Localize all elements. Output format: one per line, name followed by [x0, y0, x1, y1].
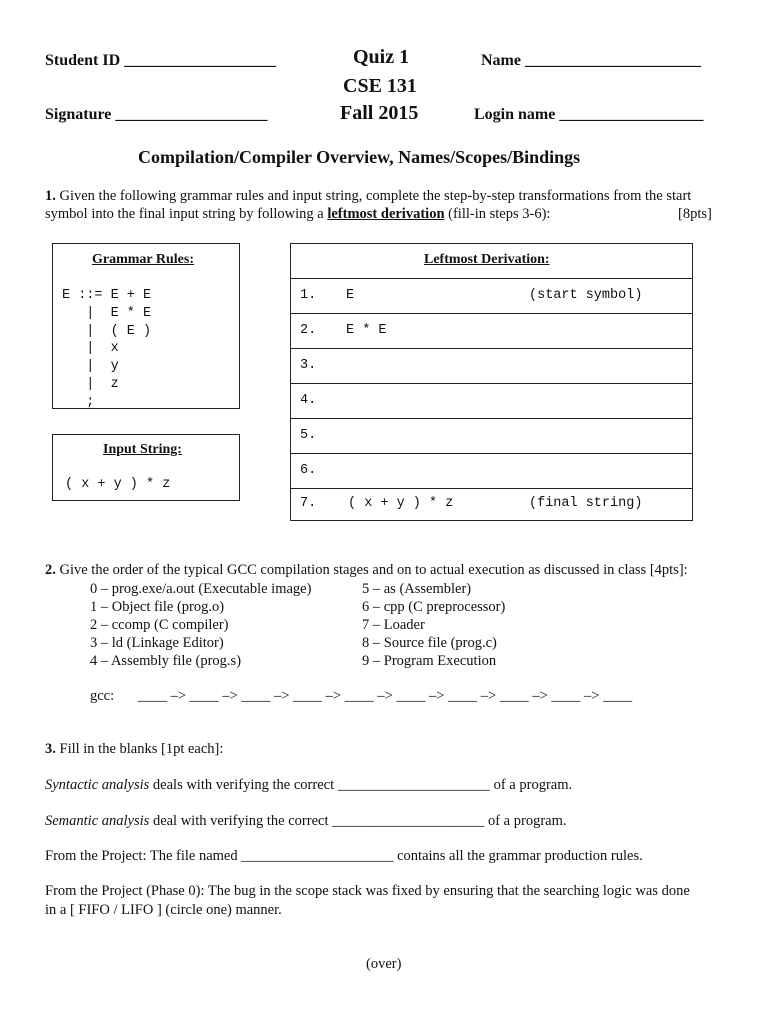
grammar-rule-line: E ::= E + E	[62, 288, 152, 303]
derivation-step-row	[291, 279, 692, 314]
gcc-stage-option: 2 – ccomp (C compiler)	[90, 617, 229, 633]
step-expression: E * E	[346, 323, 387, 338]
grammar-rule-line: | z	[62, 376, 119, 392]
gcc-stage-option: 4 – Assembly file (prog.s)	[90, 653, 242, 669]
q3-heading	[45, 741, 223, 758]
q3-line1-rest: deals with verifying the correct _____________________ of a program.	[149, 777, 573, 793]
q3-scope-stack-line2[interactable]: in a [ FIFO / LIFO ] (circle one) manner.	[45, 902, 282, 918]
gcc-stage-option: 6 – cpp (C preprocessor)	[362, 599, 506, 615]
q1-text-line1	[45, 188, 691, 205]
step-number: 4.	[300, 393, 317, 408]
grammar-title: Grammar Rules:	[92, 252, 194, 267]
q3-number: 3.	[45, 741, 56, 757]
name-field[interactable]: Name ______________________	[481, 52, 701, 69]
q1-points: [8pts]	[678, 206, 712, 222]
gcc-stage-option: 9 – Program Execution	[362, 653, 497, 669]
input-string: ( x + y ) * z	[65, 477, 171, 492]
step-expression: ( x + y ) * z	[348, 496, 454, 511]
derivation-title: Leftmost Derivation:	[424, 252, 550, 267]
q2-text-body: Give the order of the typical GCC compilation stages and on to actual execution as discussed in class [4pts]:	[55, 562, 688, 578]
step-number: 7.	[300, 496, 317, 511]
step-number: 1.	[300, 288, 317, 303]
syntactic-analysis-term: Syntactic analysis	[45, 777, 150, 793]
q1-number: 1.	[45, 188, 56, 204]
q1-text-c: (fill-in steps 3-6):	[444, 206, 551, 222]
gcc-stage-option: 0 – prog.exe/a.out (Executable image)	[90, 581, 312, 597]
gcc-stage-option: 8 – Source file (prog.c)	[362, 635, 497, 651]
derivation-step-row	[291, 314, 692, 349]
derivation-step-row[interactable]	[291, 349, 692, 384]
q3-scope-stack-line1: From the Project (Phase 0): The bug in the scope stack was fixed by ensuring that the searching logic was done	[45, 883, 690, 899]
step-number: 3.	[300, 358, 317, 373]
q1-text-line2	[45, 206, 550, 223]
gcc-order-blanks[interactable]: ____ –> ____ –> ____ –> ____ –> ____ –> ____ –> ____ –> ____ –> ____ –> ____	[138, 688, 633, 704]
gcc-stage-option: 7 – Loader	[362, 617, 425, 633]
q3-line2-rest: deal with verifying the correct _____________________ of a program.	[149, 813, 567, 829]
leftmost-derivation-table	[290, 243, 693, 521]
gcc-stage-option: 1 – Object file (prog.o)	[90, 599, 225, 615]
grammar-rule-line: | y	[62, 359, 119, 375]
input-string-box	[52, 434, 240, 501]
q1-text-a: Given the following grammar rules and input string, complete the step-by-step transformations from the start	[55, 188, 692, 204]
q2-options-right	[362, 580, 505, 670]
gcc-label: gcc:	[90, 688, 115, 704]
login-name-field[interactable]: Login name __________________	[474, 106, 704, 123]
derivation-step-row	[291, 487, 692, 521]
q3-syntactic-line[interactable]	[45, 777, 572, 794]
q2-options-left	[90, 580, 311, 670]
grammar-lines	[62, 287, 151, 412]
q3-heading-text: Fill in the blanks [1pt each]:	[55, 741, 224, 757]
semantic-analysis-term: Semantic analysis	[45, 813, 150, 829]
derivation-step-row[interactable]	[291, 454, 692, 489]
step-number: 6.	[300, 463, 317, 478]
course-label: CSE 131	[343, 75, 417, 97]
q1-text-bold: leftmost derivation	[327, 206, 445, 222]
signature-field[interactable]: Signature ___________________	[45, 106, 268, 123]
footer-over: (over)	[366, 956, 402, 972]
step-number: 5.	[300, 428, 317, 443]
derivation-step-row[interactable]	[291, 384, 692, 419]
step-number: 2.	[300, 323, 317, 338]
grammar-rule-line: ;	[62, 394, 95, 410]
gcc-stage-option: 5 – as (Assembler)	[362, 581, 472, 597]
student-id-field[interactable]: Student ID ___________________	[45, 52, 277, 69]
derivation-header	[291, 244, 692, 279]
step-expression: E	[346, 288, 355, 303]
step-note: (start symbol)	[529, 288, 643, 303]
grammar-rule-line: | E * E	[62, 305, 152, 321]
derivation-step-row[interactable]	[291, 419, 692, 454]
gcc-stage-option: 3 – ld (Linkage Editor)	[90, 635, 224, 651]
term-label: Fall 2015	[340, 102, 419, 124]
q2-text	[45, 562, 688, 579]
grammar-rule-line: | ( E )	[62, 323, 152, 339]
grammar-rules-box	[52, 243, 240, 409]
q2-number: 2.	[45, 562, 56, 578]
page-title: Compilation/Compiler Overview, Names/Scopes/Bindings	[138, 147, 581, 167]
input-string-title: Input String:	[103, 442, 182, 457]
step-note: (final string)	[529, 496, 643, 511]
q3-grammar-file-line[interactable]: From the Project: The file named _____________________ contains all the grammar production rules.	[45, 848, 643, 864]
quiz-label: Quiz 1	[353, 46, 410, 68]
q3-semantic-line[interactable]	[45, 813, 567, 830]
q1-text-b: symbol into the final input string by following a	[45, 206, 328, 222]
grammar-rule-line: | x	[62, 341, 119, 357]
